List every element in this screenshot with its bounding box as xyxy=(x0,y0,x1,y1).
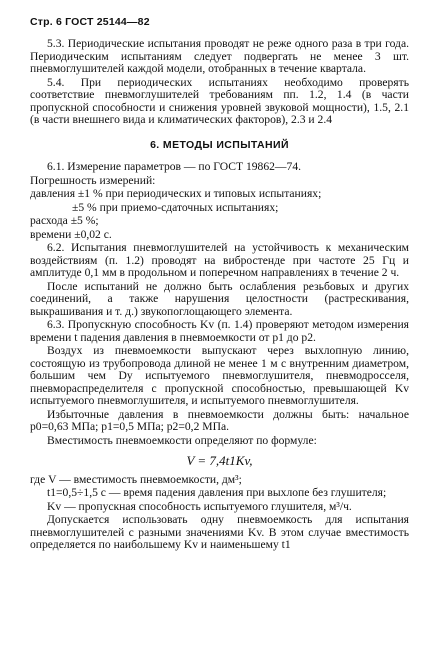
paragraph-5-4: 5.4. При периодических испытаниях необходимо проверять соответствие пневмоглушителей требованиям пп. 1.2, 1.4 (в части пропускной способности и снижения уровней звуковой мощности), 1.5, 2.1 (в части внешнего вида и климатических факторов), 2.3 и 2.4 xyxy=(30,75,409,126)
page-content xyxy=(30,38,409,553)
paragraph-6-3: 6.3. Пропускную способность Kv (п. 1.4) проверяют методом измерения времени t падения давления в пневмоемкости от p1 до p2. xyxy=(30,318,409,344)
where-line-2: t1=0,5÷1,5 с — время падения давления при выхлопе без глушителя; xyxy=(47,486,387,499)
where-line-1: где V — вместимость пневмоемкости, дм³; xyxy=(30,472,242,486)
error-pressure-1: давления ±1 % при периодических и типовых испытаниях; xyxy=(30,187,322,200)
paragraph-6-3-e: Допускается использовать одну пневмоемкость для испытания пневмоглушителей с разными значениями Kv. В этом случае вместимость определяется по наибольшему Kv и наименьшему t1 xyxy=(30,513,409,551)
paragraph-5-3: 5.3. Периодические испытания проводят не реже одного раза в три года. Периодическим испытаниям следует подвергать не менее 3 шт. пневмоглушителей каждой модели, отобранных в течение квартала. xyxy=(30,37,409,75)
error-pressure-2: ±5 % при приемо-сдаточных испытаниях; xyxy=(72,200,279,214)
section-heading: 6. МЕТОДЫ ИСПЫТАНИЙ xyxy=(150,138,289,151)
page-header: Стр. 6 ГОСТ 25144—82 xyxy=(30,16,150,28)
paragraph-6-2: 6.2. Испытания пневмоглушителей на устойчивость к механическим воздействиям (п. 1.2) проводят на вибростенде при частоте 25 Гц и амплитуде 0,1 мм в продольном и поперечном направлениях в течение 2 ч. xyxy=(30,241,409,279)
paragraph-6-3-c: Избыточные давления в пневмоемкости должны быть: начальное p0=0,63 МПа; p1=0,5 МПа; p2=0,2 МПа. xyxy=(30,407,409,433)
error-time: времени ±0,02 с. xyxy=(30,227,112,241)
error-flow: расхода ±5 %; xyxy=(30,214,99,227)
formula: V = 7,4t1Kv, xyxy=(186,453,253,468)
paragraph-6-3-d: Вместимость пневмоемкости определяют по формуле: xyxy=(47,433,317,447)
paragraph-6-2-b: После испытаний не должно быть ослабления резьбовых и других соединений, а также нарушения целостности (растрескивания, выкрашивания и т. д.) звукопоглощающего элемента. xyxy=(30,279,409,318)
paragraph-6-1: 6.1. Измерение параметров — по ГОСТ 19862—74. xyxy=(47,160,302,173)
errors-title: Погрешность измерений: xyxy=(30,173,156,187)
where-line-3: Kv — пропускная способность испытуемого глушителя, м³/ч. xyxy=(47,499,352,513)
paragraph-6-3-b: Воздух из пневмоемкости выпускают через выхлопную линию, состоящую из трубопровода длиной не менее 1 м с внутренним диаметром, большим чем Dy испытуемого пневмоглушителя, пневмодросселя, пневмораспределителя с пропускной способностью, превышающей Kv испытуемого пневмоглушителя, и испытуемого пневмоглушителя. xyxy=(30,344,409,407)
